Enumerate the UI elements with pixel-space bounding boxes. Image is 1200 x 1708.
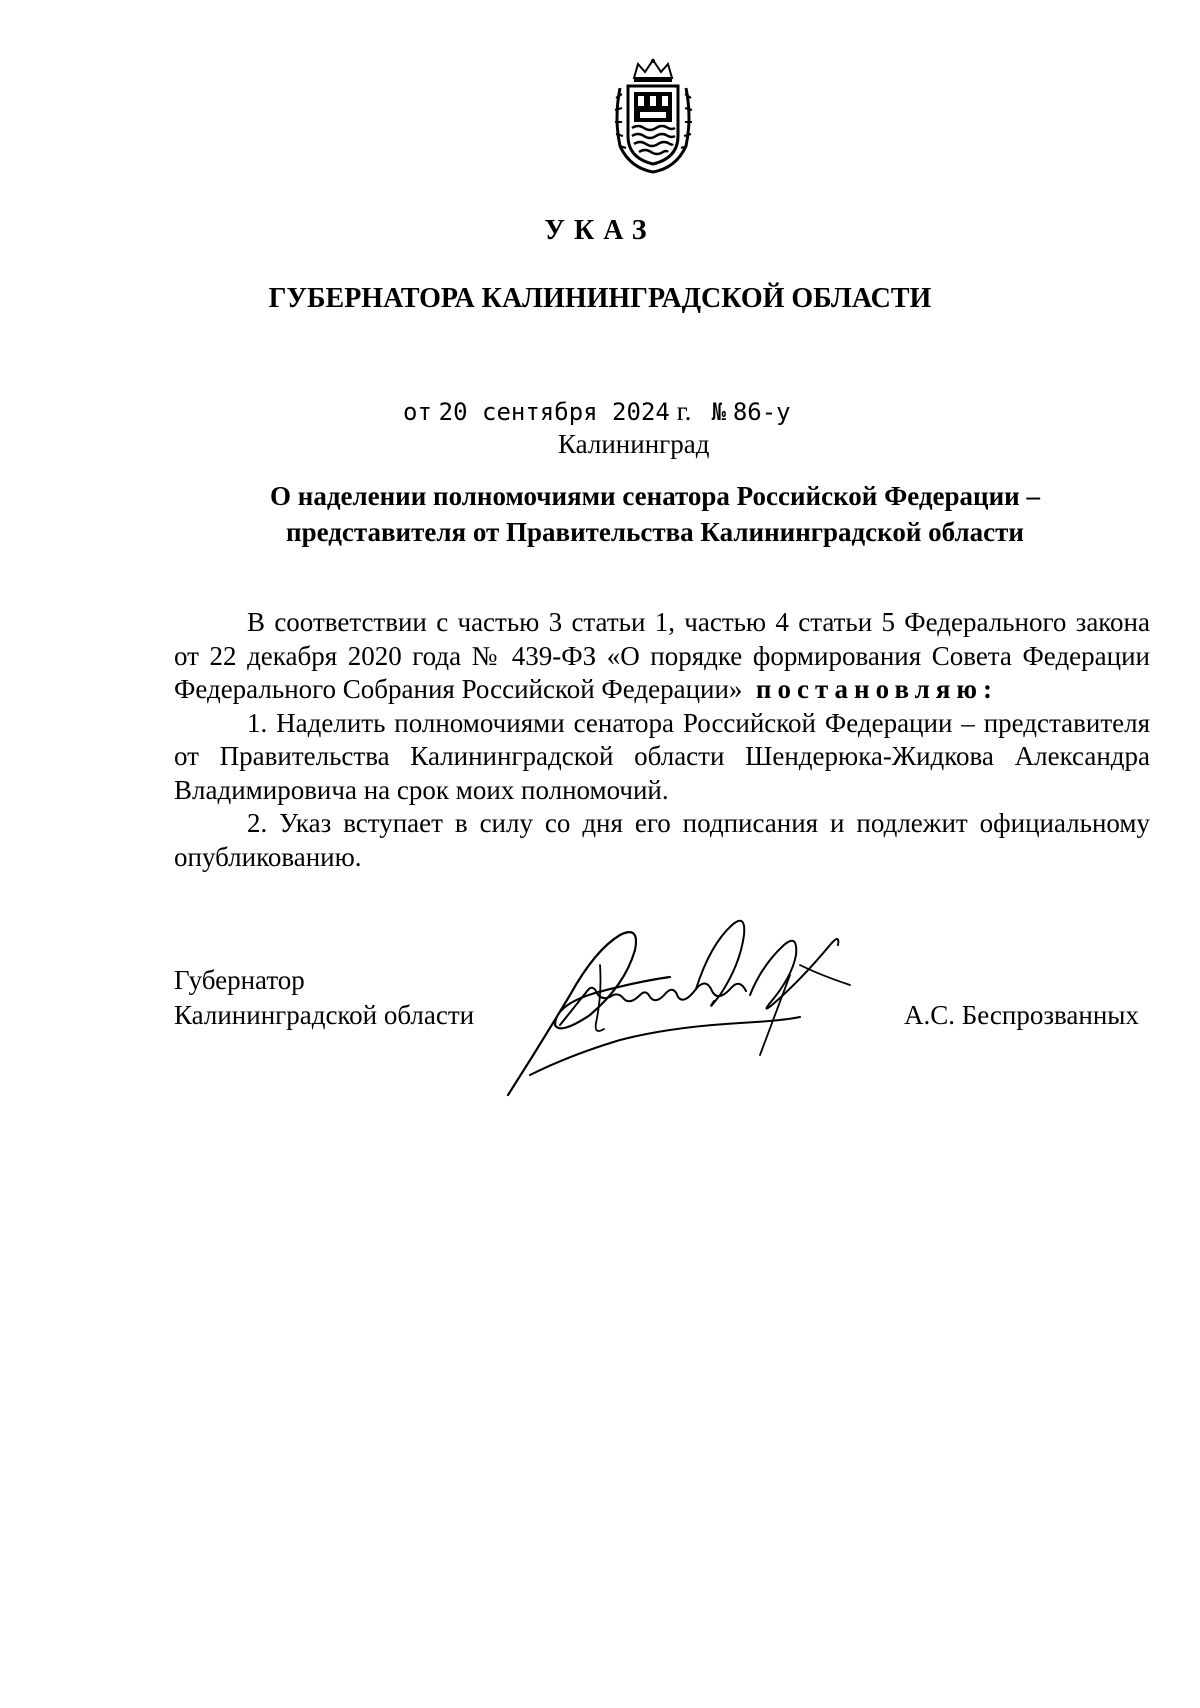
preamble-text: В соответствии с частью 3 статьи 1, частью 4 статьи 5 Федерального закона от 22 декабря 2020 года № 439-ФЗ «О порядке формирования Совета Федерации Федерального Собрания Российской Федерации»: [174, 607, 1150, 704]
city: Калининград: [558, 429, 710, 459]
document-type: УКАЗ: [544, 215, 656, 246]
decree-body: [174, 606, 1150, 874]
title-line-2: представителя от Правительства Калининградской области: [286, 517, 1024, 547]
number-label: №: [711, 398, 727, 426]
preamble-paragraph: [174, 606, 1150, 707]
signatory-position: [174, 963, 474, 1033]
date-value: 20 сентября 2024: [438, 398, 670, 426]
date-number-line: [403, 395, 791, 428]
date-suffix: г.: [676, 396, 692, 426]
decree-number: 86-у: [732, 398, 791, 426]
coat-of-arms-icon: [612, 58, 695, 176]
date-prefix: от: [403, 398, 432, 426]
issuer-title: ГУБЕРНАТОРА КАЛИНИНГРАДСКОЙ ОБЛАСТИ: [268, 283, 932, 314]
item-1: 1. Наделить полномочиями сенатора Российской Федерации – представителя от Правительства Калининградской области Шендерюка-Жидкова Александра Владимировича на срок моих полномочий.: [174, 707, 1150, 805]
decree-word: постановляю:: [755, 674, 999, 704]
position-line-1: Губернатор: [174, 965, 305, 995]
decree-title: [160, 478, 1150, 550]
item-2: 2. Указ вступает в силу со дня его подписания и подлежит официальному опубликованию.: [174, 808, 1150, 872]
signatory-name: А.С. Беспрозванных: [904, 1000, 1139, 1030]
position-line-2: Калининградской области: [174, 1000, 475, 1030]
title-line-1: О наделении полномочиями сенатора Российской Федерации –: [270, 481, 1040, 511]
handwritten-signature-icon: [500, 905, 870, 1105]
